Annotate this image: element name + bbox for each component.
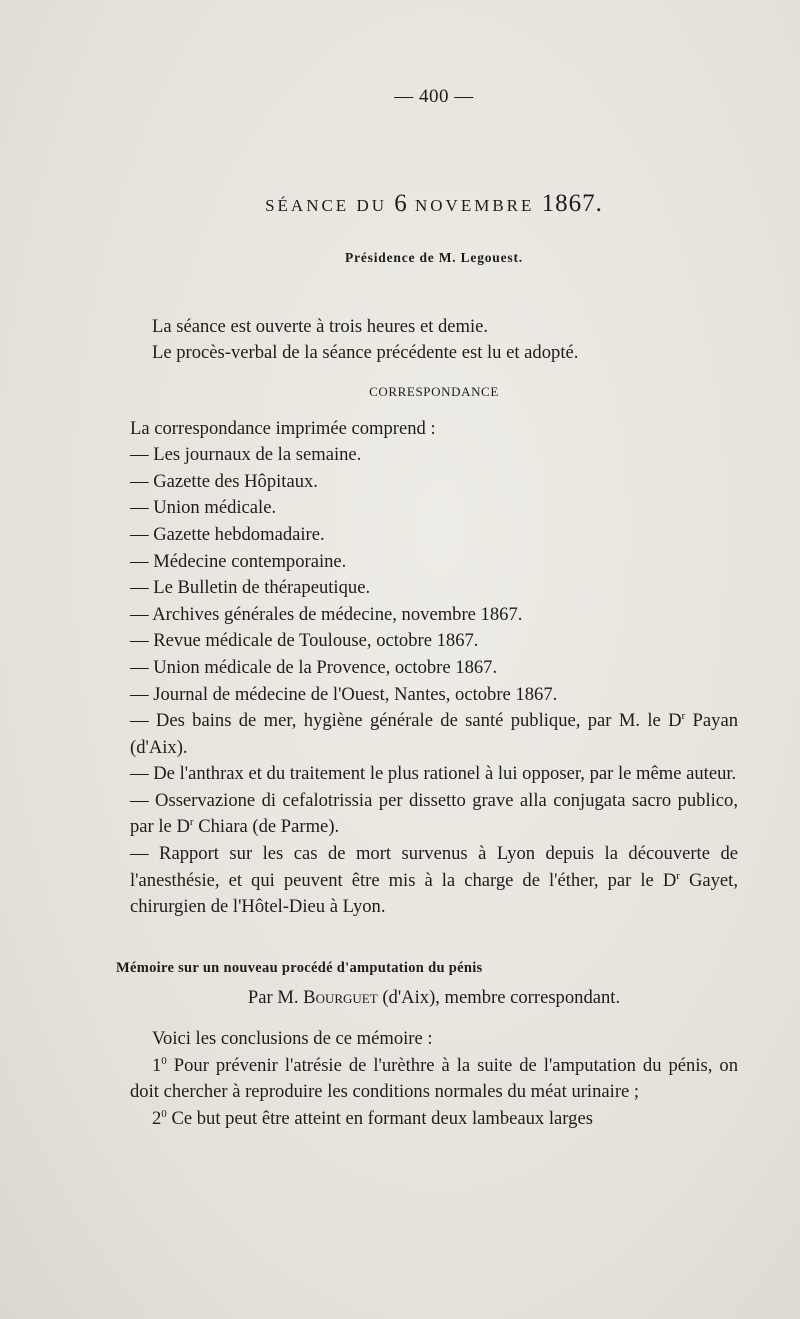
page-content	[116, 84, 738, 1132]
list-item: — Le Bulletin de thérapeutique.	[130, 577, 371, 599]
list-item: — Médecine contemporaine.	[130, 550, 347, 572]
conclusion-2	[130, 1106, 738, 1133]
opening-line: Le procès-verbal de la séance précédente est lu et adopté.	[152, 342, 579, 364]
conclusion-1-number: 1	[152, 1054, 162, 1076]
seance-title	[130, 191, 738, 220]
list-item: — Gazette des Hôpitaux.	[130, 470, 318, 492]
payan-text-b: Payan (d'Aix).	[130, 710, 738, 758]
seance-year: 1867.	[541, 189, 603, 217]
list-item: — Union médicale de la Provence, octobre 1867.	[130, 656, 498, 678]
chiara-text-b: Chiara (de Parme).	[193, 816, 340, 838]
list-item: — Journal de médecine de l'Ouest, Nantes, octobre 1867.	[130, 683, 558, 705]
correspondance-list	[130, 442, 738, 921]
list-item-chiara	[130, 788, 738, 841]
seance-prefix: SÉANCE DU	[265, 195, 387, 215]
list-item: — Revue médicale de Toulouse, octobre 1867.	[130, 630, 479, 652]
author-prefix: Par M.	[247, 987, 299, 1009]
list-item: — Archives générales de médecine, novembre 1867.	[130, 603, 523, 625]
memoire-title: Mémoire sur un nouveau procédé d'amputation du pénis	[116, 959, 483, 976]
list-item: — Union médicale.	[130, 497, 277, 519]
conclusion-2-number: 2	[152, 1107, 162, 1129]
section-heading-correspondance: CORRESPONDANCE	[369, 383, 499, 399]
list-item: — Gazette hebdomadaire.	[130, 523, 325, 545]
conclusion-1-sup: 0	[161, 1054, 167, 1067]
memoire-author	[130, 985, 738, 1012]
conclusion-2-sup: 0	[161, 1107, 167, 1120]
list-item-payan	[130, 708, 738, 761]
gayet-sup: r	[676, 869, 680, 882]
author-suffix: (d'Aix), membre correspondant.	[382, 987, 621, 1009]
chiara-text-a: — Osservazione di cefalotrissia per dissetto grave alla conjugata sacro publico, par le D	[130, 789, 738, 838]
list-item-anthrax: — De l'anthrax et du traitement le plus rationel à lui opposer, par le même auteur.	[130, 763, 737, 785]
list-item-gayet	[130, 841, 738, 921]
seance-month: NOVEMBRE	[415, 195, 535, 215]
gayet-text-a: — Rapport sur les cas de mort survenus à Lyon depuis la découverte de l'anesthésie, et qui peuvent être mis à la charge de l'éther, par le D	[130, 843, 738, 891]
presidence-line: Présidence de M. Legouest.	[345, 250, 523, 266]
payan-text-a: — Des bains de mer, hygiène générale de santé publique, par M. le D	[130, 710, 682, 732]
payan-sup: r	[681, 709, 686, 722]
author-name: Bourguet	[303, 987, 378, 1009]
conclusion-1	[130, 1053, 738, 1106]
page-number: — 400 —	[394, 86, 474, 107]
conclusion-2-text: Ce but peut être atteint en formant deux lambeaux larges	[166, 1107, 593, 1129]
memoire-intro: Voici les conclusions de ce mémoire :	[152, 1028, 433, 1050]
opening-line: La séance est ouverte à trois heures et demie.	[152, 315, 489, 337]
list-item: — Les journaux de la semaine.	[130, 444, 362, 466]
conclusion-1-text: Pour prévenir l'atrésie de l'urèthre à la suite de l'amputation du pénis, on doit chercher à reproduire les conditions normales du méat urinaire ;	[130, 1054, 738, 1103]
gayet-text-b: Gayet, chirurgien de l'Hôtel-Dieu à Lyon.	[130, 869, 738, 918]
seance-day: 6	[394, 189, 408, 217]
correspondance-intro: La correspondance imprimée comprend :	[130, 417, 436, 439]
chiara-sup: r	[189, 816, 194, 829]
